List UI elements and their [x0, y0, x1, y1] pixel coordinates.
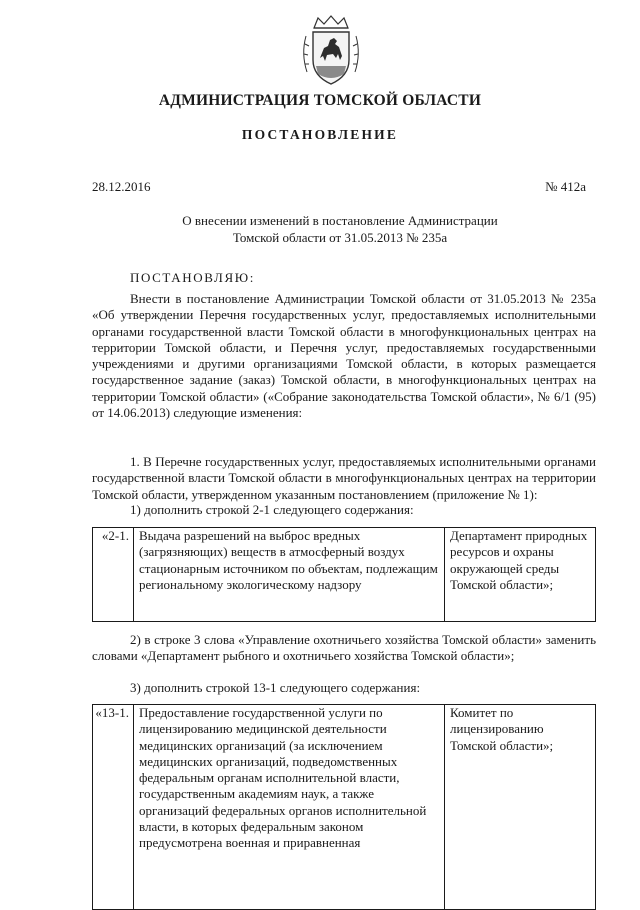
amendment-table-row-13-1 [92, 704, 596, 910]
authority-name: Департамент природных ресурсов и охраны окружающей среды Томской области»; [445, 528, 596, 622]
subject-line: О внесении изменений в постановление Администрации [182, 213, 498, 228]
document-type: ПОСТАНОВЛЕНИЕ [241, 127, 399, 142]
subitem-1-paragraph: 1) дополнить строкой 2-1 следующего содержания: [130, 502, 414, 517]
row-number: «13-1. [93, 705, 134, 910]
table-row [93, 528, 596, 622]
decree-word: ПОСТАНОВЛЯЮ: [130, 270, 255, 285]
organization-title: АДМИНИСТРАЦИЯ ТОМСКОЙ ОБЛАСТИ [158, 92, 482, 109]
amendment-table-row-2-1 [92, 527, 596, 622]
coat-of-arms-icon [300, 14, 362, 88]
subject-line: Томской области от 31.05.2013 № 235а [232, 230, 448, 245]
subitem-2-paragraph: 2) в строке 3 слова «Управление охотничьего хозяйства Томской области» заменить словами «Департамент рыбного и охотничьего хозяйства Томской области»; [92, 632, 596, 664]
authority-name: Комитет по лицензированию Томской области»; [445, 705, 596, 910]
document-number: № 412а [545, 179, 586, 194]
document-subject [150, 212, 530, 246]
table-row [93, 705, 596, 910]
intro-paragraph: Внести в постановление Администрации Томской области от 31.05.2013 № 235а «Об утверждении Перечня государственных услуг, предоставляемых исполнительными органами государственной власти Томской области в многофункциональных центрах на территории Томской области, и Перечня услуг, предоставляемых государственными учреждениями и другими организациями Томской области, в которых размещается государственное задание (заказ) Томской области, в многофункциональных центрах на территории Томской области» («Собрание законодательства Томской области», № 6/1 (95) от 14.06.2013) следующие изменения: [92, 291, 596, 421]
service-name: Предоставление государственной услуги по лицензированию медицинской деятельности медицинских организаций (за исключением медицинских организаций, подведомственных федеральным органам исполнительной власти, государственным академиям наук, а также организаций федеральных органов исполнительной власти, в которых федеральным законом предусмотрена военная и приравненная [134, 705, 445, 910]
document-date: 28.12.2016 [92, 179, 151, 194]
item-1-paragraph: 1. В Перечне государственных услуг, предоставляемых исполнительными органами государственной власти Томской области в многофункциональных центрах на территории Томской области, утвержденном указанным постановлением (приложение № 1): [92, 454, 596, 502]
row-number: «2-1. [93, 528, 134, 622]
subitem-3-paragraph: 3) дополнить строкой 13-1 следующего содержания: [130, 680, 421, 695]
service-name: Выдача разрешений на выброс вредных (загрязняющих) веществ в атмосферный воздух стационарным источником по объектам, подлежащим региональному экологическому надзору [134, 528, 445, 622]
